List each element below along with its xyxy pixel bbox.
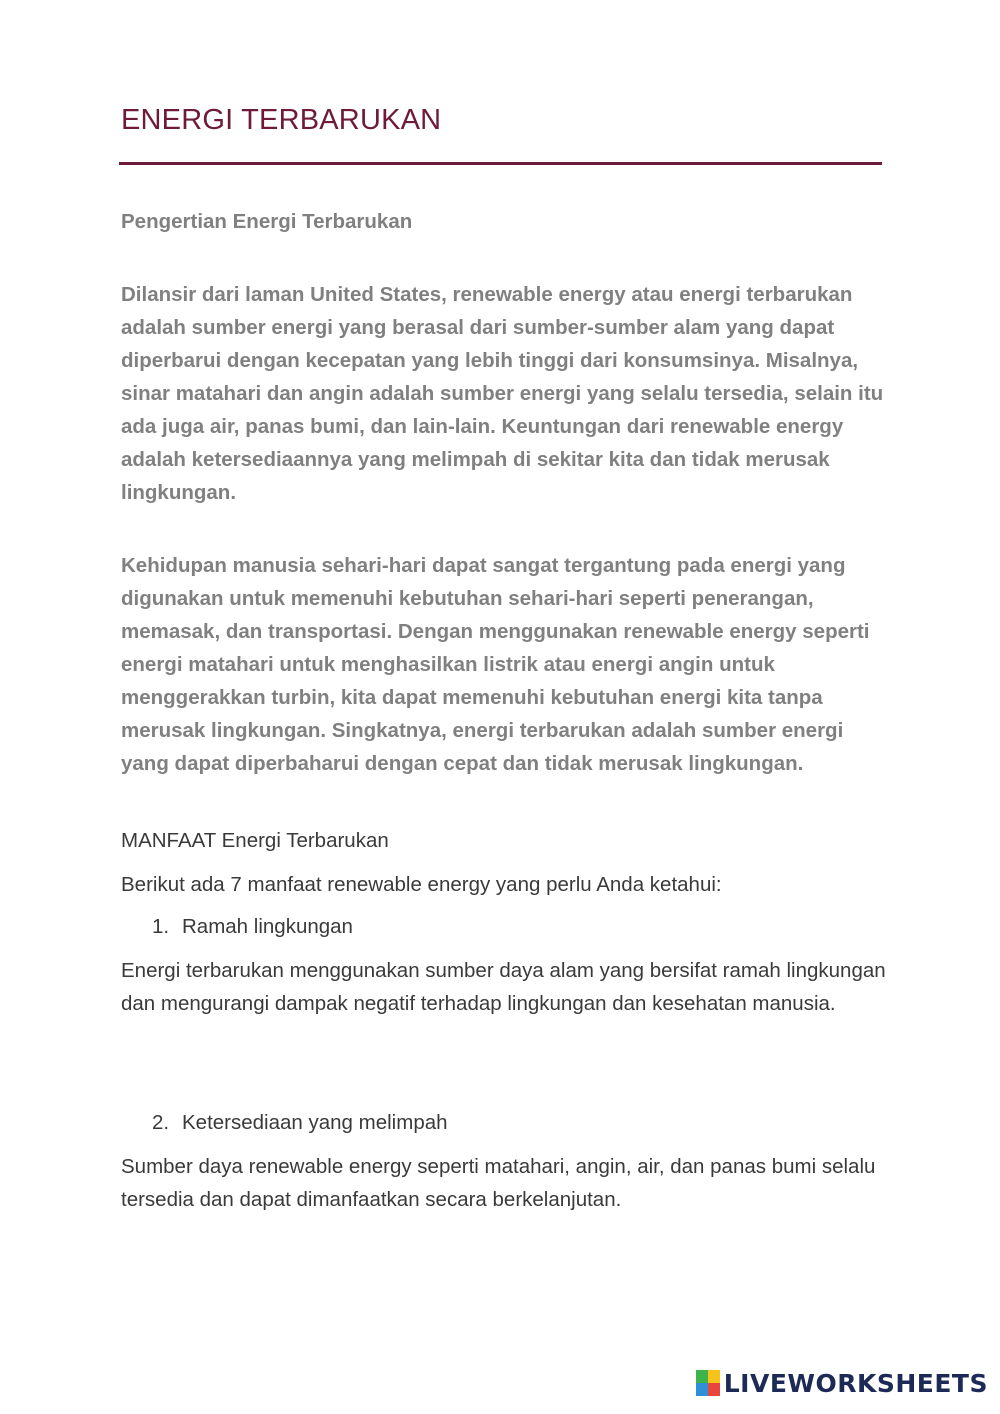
section-heading-manfaat: MANFAAT Energi Terbarukan — [121, 829, 389, 852]
list-number: 1. — [152, 915, 170, 938]
liveworksheets-watermark — [696, 1366, 988, 1400]
document-title: ENERGI TERBARUKAN — [121, 104, 442, 136]
section-heading-pengertian: Pengertian Energi Terbarukan — [121, 210, 413, 233]
watermark-text: LIVEWORKSHEETS — [723, 1368, 988, 1398]
paragraph-definition: Dilansir dari laman United States, renewable energy atau energi terbarukan adalah sumber energi yang berasal dari sumber-sumber alam yang dapat diperbarui dengan kecepatan yang lebih tinggi dari konsumsinya. Misalnya, sinar matahari dan angin adalah sumber energi yang selalu tersedia, selain itu ada juga air, panas bumi, dan lain-lain. Keuntungan dari renewable energy adalah ketersediaannya yang melimpah di sekitar kita dan tidak merusak lingkungan. — [121, 283, 884, 504]
manfaat-intro: Berikut ada 7 manfaat renewable energy yang perlu Anda ketahui: — [121, 873, 722, 896]
list-number: 2. — [152, 1111, 170, 1134]
list-item-ramah-lingkungan — [152, 910, 353, 943]
list-item-ketersediaan — [152, 1106, 448, 1139]
liveworksheets-logo-icon — [696, 1370, 720, 1396]
description-ketersediaan: Sumber daya renewable energy seperti matahari, angin, air, dan panas bumi selalu tersedia dan dapat dimanfaatkan secara berkelanjutan. — [121, 1155, 876, 1211]
list-item-label: Ketersediaan yang melimpah — [182, 1111, 448, 1134]
title-divider — [119, 162, 882, 165]
paragraph-daily-life: Kehidupan manusia sehari-hari dapat sangat tergantung pada energi yang digunakan untuk memenuhi kebutuhan sehari-hari seperti penerangan, memasak, dan transportasi. Dengan menggunakan renewable energy seperti energi matahari untuk menghasilkan listrik atau energi angin untuk menggerakkan turbin, kita dapat memenuhi kebutuhan energi kita tanpa merusak lingkungan. Singkatnya, energi terbarukan adalah sumber energi yang dapat diperbaharui dengan cepat dan tidak merusak lingkungan. — [121, 554, 870, 775]
description-ramah-lingkungan: Energi terbarukan menggunakan sumber daya alam yang bersifat ramah lingkungan dan mengurangi dampak negatif terhadap lingkungan dan kesehatan manusia. — [121, 959, 886, 1015]
list-item-label: Ramah lingkungan — [182, 915, 353, 938]
